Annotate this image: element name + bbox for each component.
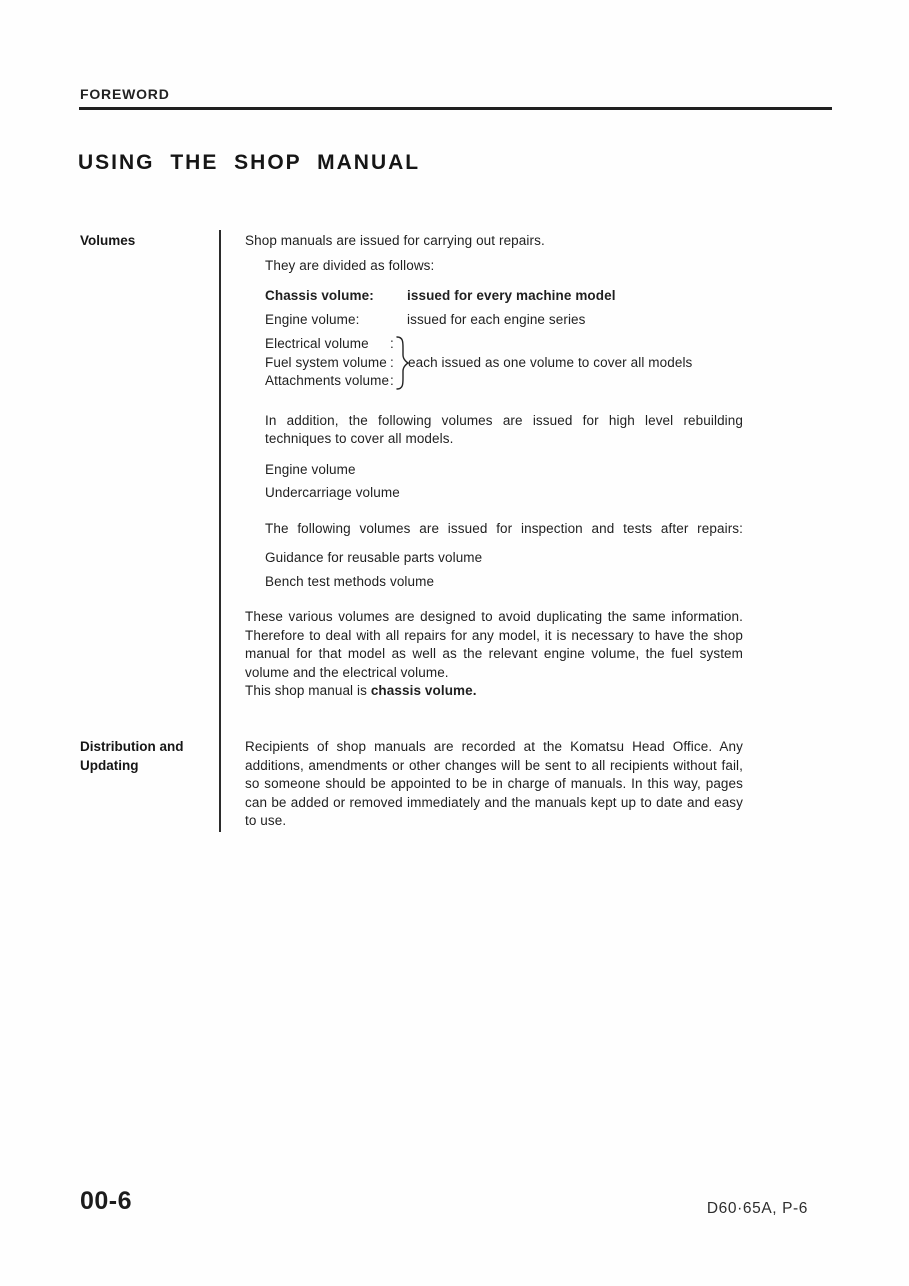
volume-type-label: Chassis volume: <box>265 288 374 303</box>
summary-paragraph: These various volumes are designed to avoid duplicating the same information. Therefore to deal with all repairs for any model, it is necessary to have the shop manual for that model as well as the relevant engine volume, the fuel system volume and the electrical volume. <box>245 609 743 680</box>
volume-type-label: Fuel system volume <box>265 354 387 370</box>
volume-type-label: Attachments volume <box>265 373 390 388</box>
volume-type-row-engine <box>265 311 743 330</box>
inspection-item: Guidance for reusable parts volume <box>265 550 483 565</box>
volume-type-desc: issued for each engine series <box>407 311 586 327</box>
inspection-item: Bench test methods volume <box>265 573 435 589</box>
distribution-label-line1: Distribution and <box>80 739 184 754</box>
grouped-volume-types <box>265 335 743 391</box>
doc-reference: D60·65A, P-6 <box>706 1200 808 1217</box>
section-body-distribution: Recipients of shop manuals are recorded at the Komatsu Head Office. Any additions, amendments or other changes will be sent to all recipients without fail, so someone should be appointed to be in charge of manuals. In this way, pages can be added or removed immediately and the manuals kept up to date and easy to use. <box>245 739 743 828</box>
summary-final-prefix: This shop manual is <box>245 683 371 698</box>
colon: : <box>390 354 394 370</box>
section-body-volumes <box>245 232 743 701</box>
volume-type-label: Electrical volume <box>265 336 369 351</box>
colon: : <box>390 336 394 351</box>
volumes-intro: Shop manuals are issued for carrying out repairs. <box>245 233 545 248</box>
section-label-distribution <box>80 738 215 775</box>
page-number: 00-6 <box>80 1187 133 1215</box>
inspection-line: The following volumes are issued for inspection and tests after repairs: <box>265 520 743 536</box>
page-title: USING THE SHOP MANUAL <box>78 151 421 174</box>
page-header: FOREWORD <box>80 86 170 102</box>
summary-final-line <box>245 682 743 701</box>
column-divider-line <box>219 230 221 832</box>
rebuild-item: Engine volume <box>265 461 356 477</box>
volume-type-desc: issued for every machine model <box>407 288 616 303</box>
colon: : <box>390 373 394 388</box>
volume-type-label: Engine volume: <box>265 311 360 327</box>
grouped-volume-desc: each issued as one volume to cover all models <box>408 354 693 370</box>
distribution-label-line2: Updating <box>80 757 139 773</box>
grouped-row-attachments <box>265 372 743 391</box>
summary-final-bold: chassis volume. <box>370 683 477 698</box>
grouped-row-electrical <box>265 335 743 354</box>
header-rule <box>79 107 832 110</box>
volumes-divided-line: They are divided as follows: <box>265 257 435 273</box>
volume-type-row-chassis <box>265 287 743 306</box>
rebuild-item: Undercarriage volume <box>265 485 400 500</box>
section-label-volumes: Volumes <box>80 233 136 248</box>
rebuild-paragraph: In addition, the following volumes are issued for high level rebuilding techniques to cover all models. <box>265 412 743 446</box>
